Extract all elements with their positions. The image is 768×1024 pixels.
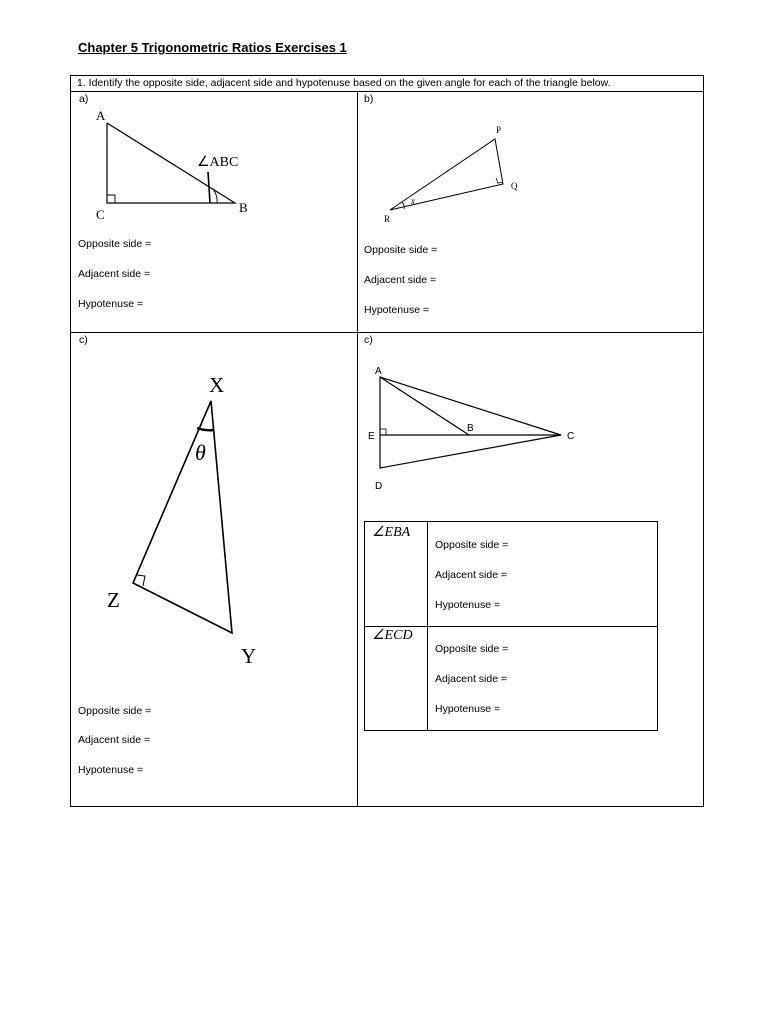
- vertex-r: R: [384, 214, 391, 224]
- eba-opposite: Opposite side =: [435, 539, 509, 551]
- part-c-label: c): [79, 334, 88, 346]
- page-title: Chapter 5 Trigonometric Ratios Exercises 1: [78, 40, 347, 55]
- vertex-c: C: [96, 207, 105, 222]
- ecd-hypotenuse: Hypotenuse =: [435, 703, 501, 715]
- ecd-adjacent: Adjacent side =: [435, 673, 508, 685]
- eba-adjacent: Adjacent side =: [435, 569, 508, 581]
- exercise-table: [70, 75, 704, 807]
- vertex-x: X: [209, 373, 225, 397]
- triangle-abcde-diagram: [71, 76, 703, 506]
- instruction-text: 1. Identify the opposite side, adjacent side and hypotenuse based on the given angle for each of the triangle below.: [71, 76, 703, 92]
- part-a-adjacent: Adjacent side =: [78, 268, 151, 280]
- part-b-label: b): [364, 93, 374, 105]
- vertex-b: B: [239, 200, 248, 215]
- vertex-d: D: [375, 481, 383, 492]
- vertex-a: A: [96, 108, 106, 123]
- angle-ecd-label: ∠ECD: [372, 628, 413, 643]
- vertex-q: Q: [511, 181, 518, 191]
- part-b-opposite: Opposite side =: [364, 244, 438, 256]
- vertex-p: P: [496, 125, 502, 135]
- vertex-c2: C: [567, 431, 575, 442]
- angle-abc-label: ∠ABC: [197, 155, 239, 170]
- angle-x-label: x: [411, 196, 415, 206]
- angle-eba-label: ∠EBA: [372, 525, 411, 540]
- part-c-hypotenuse: Hypotenuse =: [78, 764, 144, 776]
- part-b-adjacent: Adjacent side =: [364, 274, 437, 286]
- vertex-y: Y: [241, 644, 257, 668]
- part-b-hypotenuse: Hypotenuse =: [364, 304, 430, 316]
- part-a-hypotenuse: Hypotenuse =: [78, 298, 144, 310]
- vertex-z: Z: [107, 588, 120, 612]
- part-d-label: c): [364, 334, 373, 346]
- part-a-label: a): [79, 93, 89, 105]
- part-c-adjacent: Adjacent side =: [78, 734, 151, 746]
- angle-subtable: [364, 521, 658, 731]
- eba-hypotenuse: Hypotenuse =: [435, 599, 501, 611]
- part-c-opposite: Opposite side =: [78, 705, 152, 717]
- vertex-e: E: [368, 431, 375, 442]
- angle-theta-label: θ: [195, 440, 206, 465]
- vertex-b2: B: [467, 423, 474, 434]
- ecd-opposite: Opposite side =: [435, 643, 509, 655]
- vertex-a2: A: [375, 366, 382, 377]
- part-a-opposite: Opposite side =: [78, 238, 152, 250]
